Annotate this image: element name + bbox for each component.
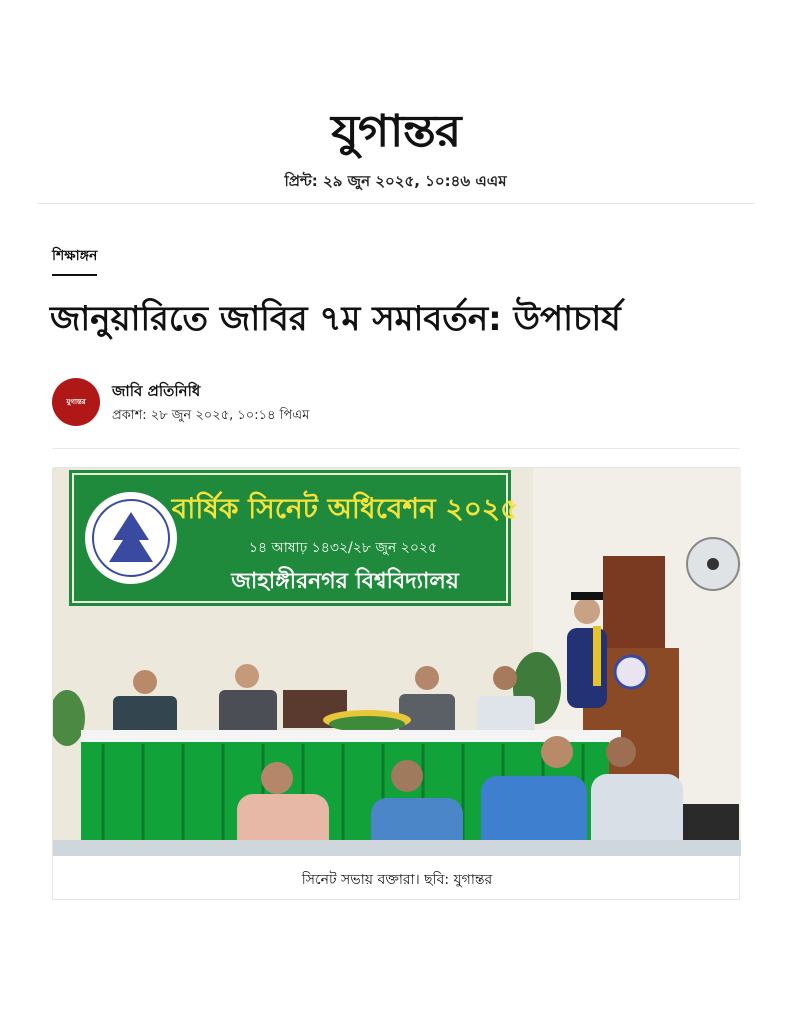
published-date: প্রকাশ: ২৮ জুন ২০২৫, ১০:১৪ পিএম <box>112 408 310 423</box>
print-date: প্রিন্ট: ২৯ জুন ২০২৫, ১০:৪৬ এএম <box>284 172 507 190</box>
banner-institution: জাহাঙ্গীরনগর বিশ্ববিদ্যালয় <box>231 569 459 594</box>
category-label[interactable]: শিক্ষাঙ্গন <box>52 244 97 276</box>
author-avatar <box>52 378 100 426</box>
masthead <box>0 108 791 156</box>
author-name[interactable]: জাবি প্রতিনিধি <box>112 382 201 400</box>
article-photo <box>53 468 741 856</box>
article-figure <box>52 467 740 900</box>
site-logo[interactable]: যুগান্তর <box>330 106 461 157</box>
headline: জানুয়ারিতে জাবির ৭ম সমাবর্তন: উপাচার্য <box>50 299 621 339</box>
banner-title: বার্ষিক সিনেট অধিবেশন ২০২৫ <box>171 492 519 525</box>
divider <box>52 448 740 449</box>
photo-caption: সিনেট সভায় বক্তারা। ছবি: যুগান্তর <box>301 872 493 888</box>
banner-date: ১৪ আষাঢ় ১৪৩২/২৮ জুন ২০২৫ <box>248 540 438 556</box>
divider <box>38 203 754 204</box>
avatar-logo-text: যুগান্তর <box>66 398 86 406</box>
